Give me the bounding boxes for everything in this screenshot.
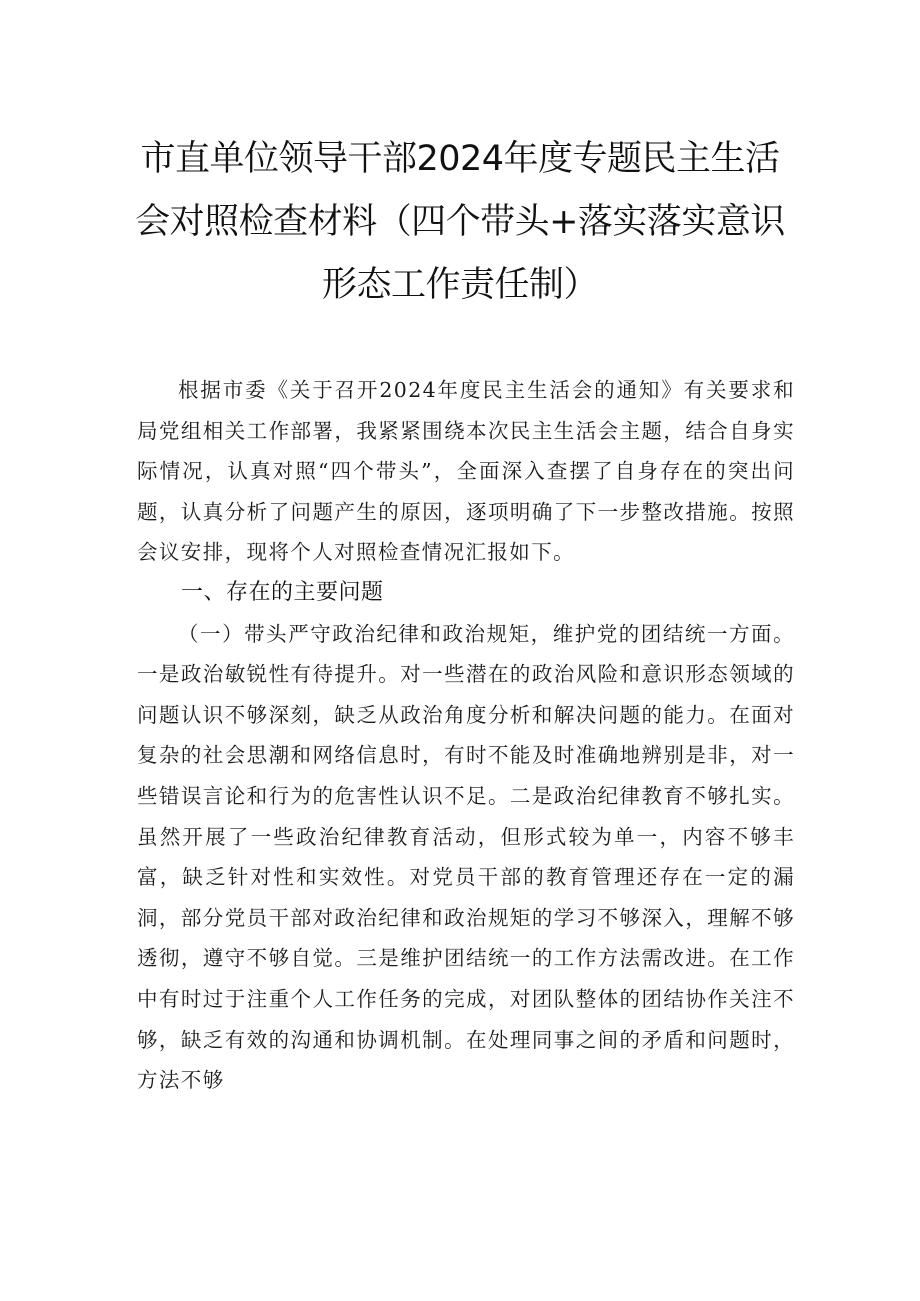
document-body [137,370,795,1101]
section-paragraph: （一）带头严守政治纪律和政治规矩，维护党的团结统一方面。一是政治敏锐性有待提升。对一些潜在的政治风险和意识形态领域的问题认识不够深刻，缺乏从政治角度分析和解决问题的能力。在面对复杂的社会思潮和网络信息时，有时不能及时准确地辨别是非，对一些错误言论和行为的危害性认识不足。二是政治纪律教育不够扎实。虽然开展了一些政治纪律教育活动，但形式较为单一，内容不够丰富，缺乏针对性和实效性。对党员干部的教育管理还存在一定的漏洞，部分党员干部对政治纪律和政治规矩的学习不够深入，理解不够透彻，遵守不够自觉。三是维护团结统一的工作方法需改进。在工作中有时过于注重个人工作任务的完成，对团队整体的团结协作关注不够，缺乏有效的沟通和协调机制。在处理同事之间的矛盾和问题时，方法不够 [137,621,795,1093]
title-line-1: 市直单位领导干部2024年度专题民主生活 [140,139,780,179]
title-line-3: 形态工作责任制） [321,265,598,305]
document-title [120,128,800,317]
section-heading: 一、存在的主要问题 [181,579,384,605]
intro-paragraph: 根据市委《关于召开2024年度民主生活会的通知》有关要求和局党组相关工作部署，我紧紧围绕本次民主生活会主题，结合自身实际情况，认真对照“四个带头”，全面深入查摆了自身存在的突出问题，认真分析了问题产生的原因，逐项明确了下一步整改措施。按照会议安排，现将个人对照检查情况汇报如下。 [137,378,795,565]
title-line-2: 会对照检查材料（四个带头+落实落实意识 [135,202,785,242]
